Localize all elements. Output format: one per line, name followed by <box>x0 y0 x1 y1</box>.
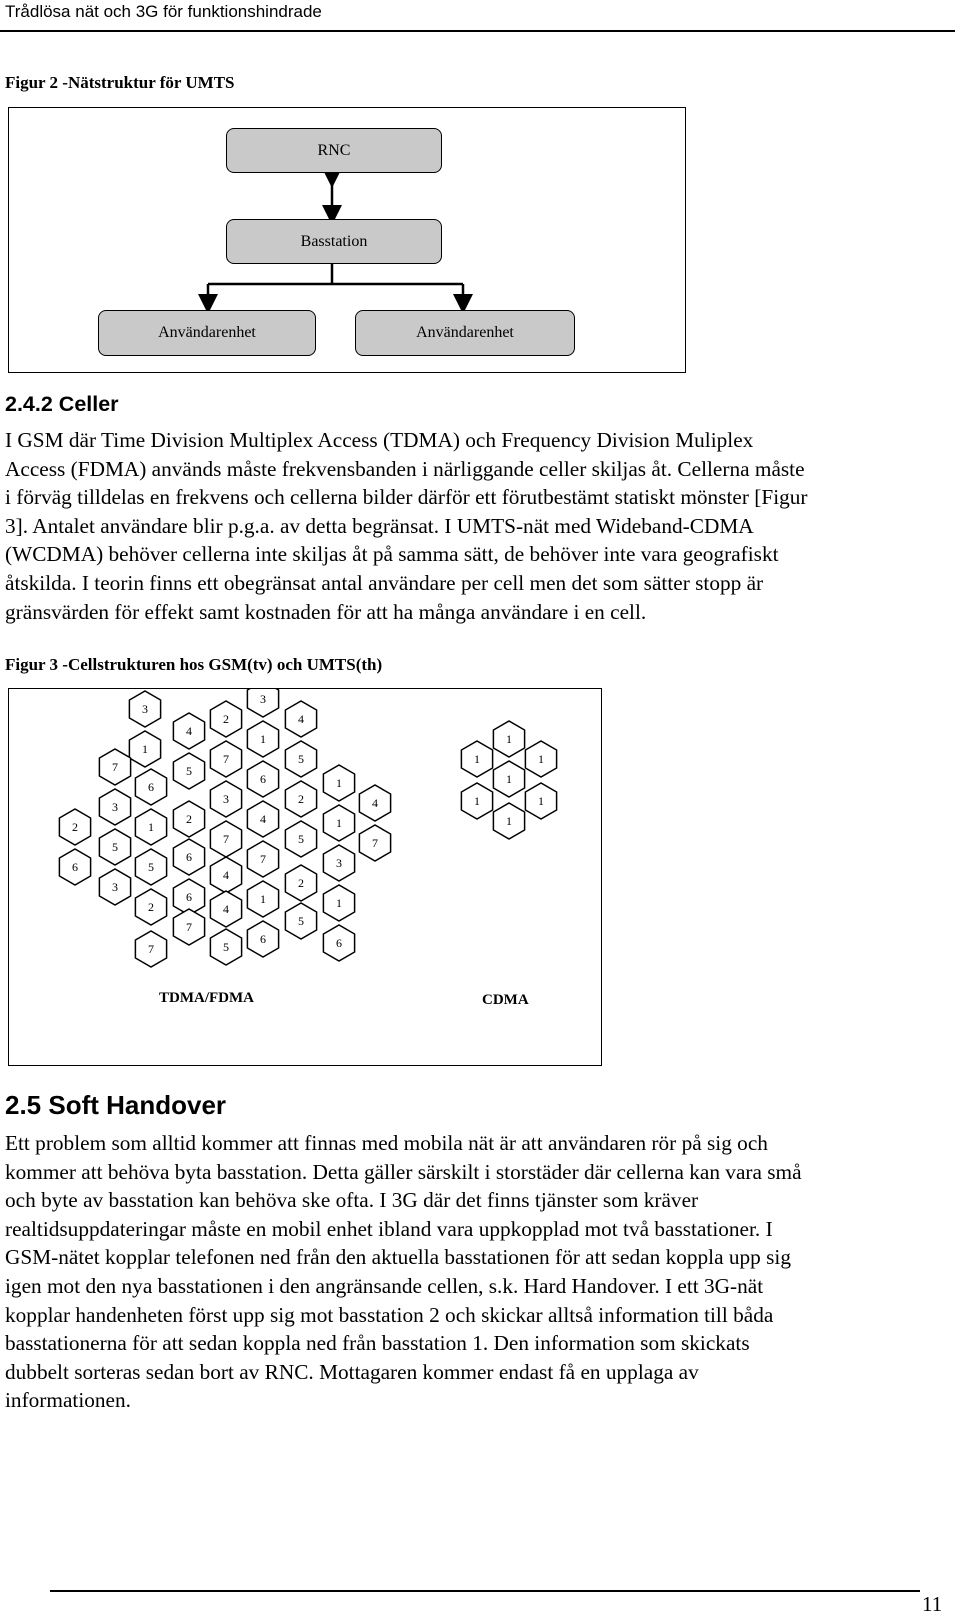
tdma-cell <box>135 809 166 845</box>
basstation-node <box>226 219 442 264</box>
body-line: (WCDMA) behöver cellerna inte skiljas åt på samma sätt, de behöver inte vara geografiskt <box>5 542 779 567</box>
tdma-label: TDMA/FDMA <box>159 990 254 1006</box>
user-node-2 <box>355 310 575 356</box>
footer-rule <box>50 1590 920 1592</box>
cell-number: 1 <box>148 820 154 834</box>
cell-number: 6 <box>336 936 342 950</box>
tdma-cell <box>359 785 390 821</box>
figure2-umts-diagram <box>8 107 686 373</box>
body-line: informationen. <box>5 1388 131 1413</box>
cell-number: 3 <box>112 880 118 894</box>
cell-number: 1 <box>336 816 342 830</box>
user2-label: Användarenhet <box>416 324 514 341</box>
figure3-caption: Figur 3 -Cellstrukturen hos GSM(tv) och UMTS(th) <box>5 655 383 674</box>
tdma-cell <box>59 809 90 845</box>
cell-number: 1 <box>538 794 544 808</box>
tdma-cell <box>129 691 160 727</box>
body-line: Ett problem som alltid kommer att finnas med mobila nät är att användaren rör på sig och <box>5 1131 768 1155</box>
cell-number: 1 <box>336 776 342 790</box>
cell-number: 6 <box>186 890 192 904</box>
cdma-cell <box>525 741 556 777</box>
body-line: dubbelt sorteras sedan bort av RNC. Mottagaren kommer endast få en upplaga av <box>5 1359 699 1384</box>
cdma-cell <box>493 803 524 839</box>
tdma-cell <box>247 921 278 957</box>
cell-number: 5 <box>223 940 229 954</box>
body-line: gränsvärden för effekt samt kostnaden för att ha många användare i en cell. <box>5 599 647 624</box>
body-line: realtidsuppdateringar måste en mobil enhet ibland vara uppkopplad mot två basstationer. I <box>5 1216 773 1241</box>
body-line: och byte av basstation kan behöva ske ofta. I 3G där det finns tjänster som kräver <box>5 1188 699 1213</box>
cell-number: 1 <box>506 732 512 746</box>
cell-number: 1 <box>474 794 480 808</box>
cell-number: 7 <box>223 832 229 846</box>
body-line: Access (FDMA) används måste frekvensbanden i närliggande celler skiljas åt. Cellerna måste <box>5 456 805 481</box>
tdma-cell <box>99 789 130 825</box>
running-header: Trådlösa nät och 3G för funktionshindrade <box>5 2 322 21</box>
tdma-cell <box>135 889 166 925</box>
cell-number: 4 <box>223 902 229 916</box>
tdma-cell <box>173 753 204 789</box>
tdma-cell <box>59 849 90 885</box>
cell-number: 3 <box>223 792 229 806</box>
figure3-cell-structure <box>8 688 602 1066</box>
cell-number: 2 <box>298 792 304 806</box>
cell-number: 3 <box>260 692 266 706</box>
cell-number: 7 <box>372 836 378 850</box>
tdma-cell <box>210 891 241 927</box>
tdma-cell <box>323 765 354 801</box>
body-line: basstationerna för att sedan koppla ned från basstation 1. Den information som skickats <box>5 1331 750 1356</box>
cdma-cell <box>525 783 556 819</box>
cell-number: 4 <box>223 868 229 882</box>
body-line: kopplar handenheten först upp sig mot basstation 2 och skickar alltså information till båda <box>5 1302 774 1327</box>
cell-number: 2 <box>298 876 304 890</box>
cell-number: 1 <box>336 896 342 910</box>
cdma-label: CDMA <box>482 992 529 1008</box>
tdma-cell <box>247 801 278 837</box>
page-number: 11 <box>922 1592 943 1616</box>
cell-number: 6 <box>260 932 266 946</box>
figure2-caption: Figur 2 -Nätstruktur för UMTS <box>5 73 235 92</box>
rnc-label: RNC <box>317 141 351 159</box>
cell-number: 2 <box>186 812 192 826</box>
tdma-cell <box>285 741 316 777</box>
tdma-cell <box>210 929 241 965</box>
tdma-cell <box>247 761 278 797</box>
tdma-cell <box>210 857 241 893</box>
tdma-cell <box>247 881 278 917</box>
section-handover-body <box>5 1129 955 1415</box>
tdma-cell <box>210 781 241 817</box>
cell-number: 4 <box>298 712 304 726</box>
cdma-cell <box>493 721 524 757</box>
body-line: i förväg tilldelas en frekvens och cellerna bilder därför ett förutbestämt statiskt mönster [Figur <box>5 485 808 510</box>
tdma-cell <box>99 829 130 865</box>
cell-number: 5 <box>186 764 192 778</box>
cell-number: 5 <box>112 840 118 854</box>
cell-number: 7 <box>186 920 192 934</box>
cell-number: 6 <box>186 850 192 864</box>
tdma-cell <box>323 805 354 841</box>
cell-number: 7 <box>112 760 118 774</box>
figure3-hexagon-grid <box>9 689 603 1067</box>
cell-number: 5 <box>298 752 304 766</box>
tdma-cell <box>210 821 241 857</box>
cell-number: 5 <box>148 860 154 874</box>
cell-number: 5 <box>298 832 304 846</box>
tdma-cell <box>210 701 241 737</box>
tdma-cell <box>173 713 204 749</box>
body-line: 3]. Antalet användare blir p.g.a. av detta begränsat. I UMTS-nät med Wideband-CDMA <box>5 513 754 538</box>
cell-number: 7 <box>148 942 154 956</box>
body-line: kommer att behöva byta basstation. Detta gäller särskilt i storstäder där cellerna kan vara små <box>5 1159 802 1184</box>
tdma-cell <box>285 865 316 901</box>
cell-number: 3 <box>336 856 342 870</box>
tdma-cell <box>247 841 278 877</box>
section-celler-body <box>5 426 955 626</box>
tdma-cell <box>135 769 166 805</box>
tdma-cell <box>135 931 166 967</box>
tdma-cell <box>135 849 166 885</box>
cell-number: 7 <box>223 752 229 766</box>
cell-number: 4 <box>186 724 192 738</box>
cell-number: 2 <box>223 712 229 726</box>
tdma-cell <box>173 839 204 875</box>
body-line: åtskilda. I teorin finns ett obegränsat antal användare per cell men det som sätter stopp är <box>5 570 764 595</box>
cell-number: 3 <box>112 800 118 814</box>
tdma-cell <box>285 821 316 857</box>
section-heading-celler: 2.4.2 Celler <box>5 392 119 416</box>
cell-number: 4 <box>372 796 378 810</box>
tdma-cell <box>285 701 316 737</box>
section-heading-handover: 2.5 Soft Handover <box>5 1090 227 1120</box>
tdma-cell <box>210 741 241 777</box>
header-rule <box>0 30 955 32</box>
body-line: igen mot den nya basstationen i den angränsande cellen, s.k. Hard Handover. I ett 3G-nät <box>5 1273 764 1298</box>
tdma-cell <box>129 731 160 767</box>
cell-number: 1 <box>538 752 544 766</box>
tdma-cell <box>247 721 278 757</box>
tdma-cell <box>99 869 130 905</box>
user-node-1 <box>98 310 316 356</box>
tdma-cell <box>323 925 354 961</box>
cell-number: 1 <box>260 892 266 906</box>
cell-number: 2 <box>148 900 154 914</box>
tdma-cell <box>99 749 130 785</box>
tdma-cell <box>285 781 316 817</box>
cell-number: 4 <box>260 812 266 826</box>
tdma-cell <box>247 689 278 717</box>
cell-number: 6 <box>72 860 78 874</box>
cell-number: 5 <box>298 914 304 928</box>
cell-number: 7 <box>260 852 266 866</box>
cell-number: 1 <box>506 772 512 786</box>
cdma-cell <box>493 761 524 797</box>
tdma-cell <box>323 885 354 921</box>
body-line: GSM-nätet kopplar telefonen ned från den aktuella basstationen för att sedan koppla upp sig <box>5 1245 791 1270</box>
body-line: I GSM där Time Division Multiplex Access (TDMA) och Frequency Division Muliplex <box>5 428 754 452</box>
cell-number: 2 <box>72 820 78 834</box>
cell-number: 1 <box>474 752 480 766</box>
cell-number: 6 <box>260 772 266 786</box>
tdma-cell <box>323 845 354 881</box>
tdma-cell <box>173 909 204 945</box>
basstation-label: Basstation <box>300 232 368 250</box>
tdma-cell <box>173 801 204 837</box>
cell-number: 3 <box>142 702 148 716</box>
rnc-node <box>226 128 442 173</box>
cdma-cell <box>461 783 492 819</box>
cell-number: 1 <box>506 814 512 828</box>
user1-label: Användarenhet <box>158 324 256 341</box>
cell-number: 1 <box>260 732 266 746</box>
cell-number: 1 <box>142 742 148 756</box>
cdma-cell <box>461 741 492 777</box>
cell-number: 6 <box>148 780 154 794</box>
tdma-cell <box>359 825 390 861</box>
tdma-cell <box>285 903 316 939</box>
